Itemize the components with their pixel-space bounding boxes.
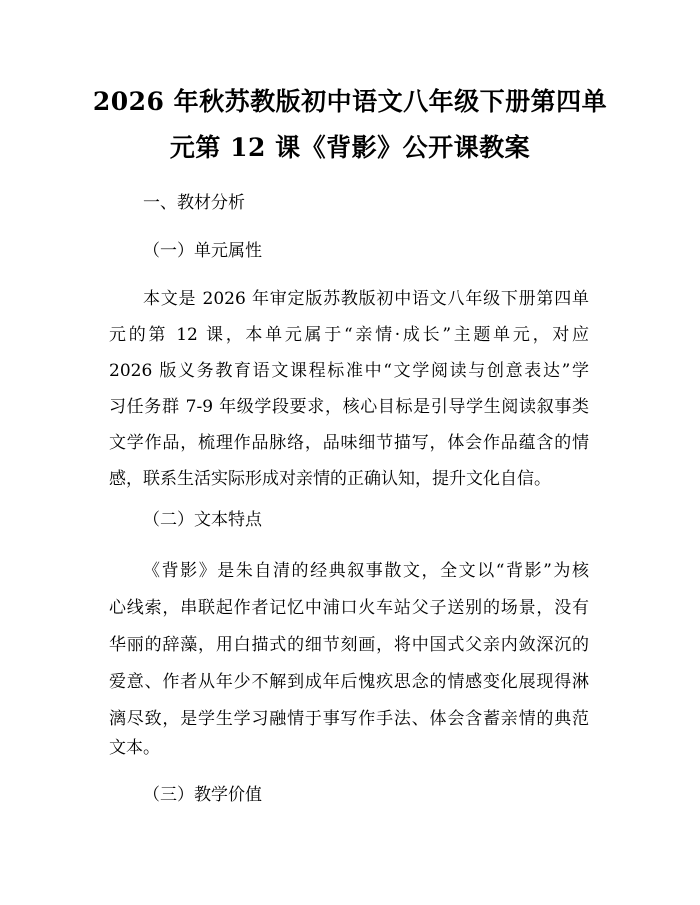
paragraph-2-line-2: 心线索，串联起作者记忆中浦口火车站父子送别的场景，没有 [109, 598, 589, 618]
subsection-heading-text-features: （二）文本特点 [143, 510, 262, 530]
paragraph-1-line-3: 2026 版义务教育语文课程标准中“文学阅读与创意表达”学 [109, 361, 589, 381]
subsection-heading-teaching-value: （三）教学价值 [143, 785, 262, 805]
section-heading-textbook-analysis: 一、教材分析 [143, 193, 245, 213]
paragraph-1-line-4: 习任务群 7-9 年级学段要求，核心目标是引导学生阅读叙事类 [109, 397, 589, 417]
paragraph-1-line-1: 本文是 2026 年审定版苏教版初中语文八年级下册第四单 [143, 289, 589, 309]
paragraph-1-line-5: 文学作品，梳理作品脉络，品味细节描写，体会作品蕴含的情 [109, 433, 589, 453]
paragraph-2-line-6: 文本。 [109, 738, 160, 758]
paragraph-1-line-6: 感，联系生活实际形成对亲情的正确认知，提升文化自信。 [109, 469, 551, 489]
document-title-line-1: 2026 年秋苏教版初中语文八年级下册第四单 [92, 87, 608, 116]
paragraph-2-line-3: 华丽的辞藻，用白描式的细节刻画，将中国式父亲内敛深沉的 [109, 635, 589, 655]
document-title-line-2: 元第 12 课《背影》公开课教案 [169, 133, 531, 162]
subsection-heading-unit-attribute: （一）单元属性 [143, 241, 262, 261]
paragraph-2-line-4: 爱意、作者从年少不解到成年后愧疚思念的情感变化展现得淋 [109, 672, 589, 692]
paragraph-1-line-2: 元的第 12 课，本单元属于“亲情·成长”主题单元，对应 [109, 325, 589, 345]
paragraph-2-line-1: 《背影》是朱自清的经典叙事散文，全文以“背影”为核 [143, 561, 589, 581]
paragraph-2-line-5: 漓尽致，是学生学习融情于事写作手法、体会含蓄亲情的典范 [109, 709, 589, 729]
